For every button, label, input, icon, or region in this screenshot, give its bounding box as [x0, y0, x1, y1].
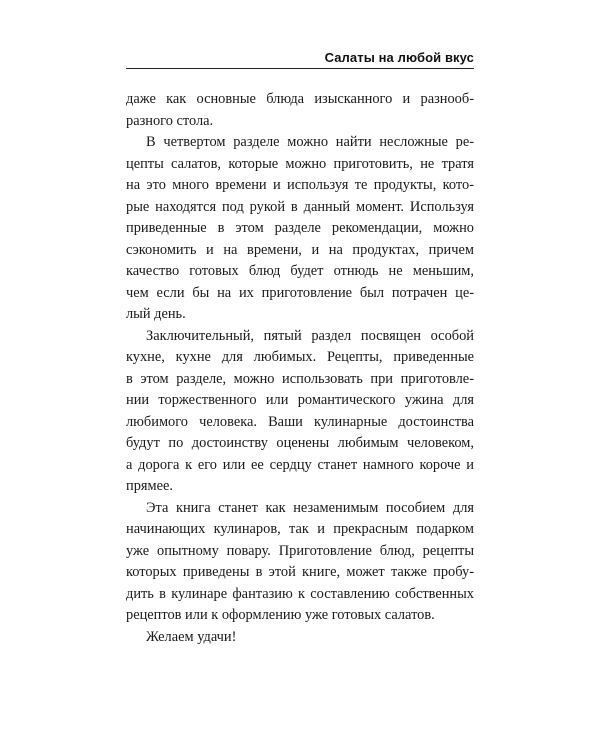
text-line: прямее.: [126, 478, 173, 494]
text-line: а дорога к его или ее сердцу станет намного короче и: [126, 456, 474, 473]
text-line: приведенные в этом разделе рекомендации, можно: [126, 220, 474, 236]
body-text: [126, 89, 474, 648]
text-line: на это много времени и используя те продукты, кото-: [126, 177, 474, 193]
text-line: В четвертом разделе можно найти несложные ре-: [146, 134, 474, 150]
text-line: нии торжественного или романтического ужина для: [126, 392, 474, 408]
text-line: которых приведены в этой книге, может также пробу-: [126, 564, 474, 580]
text-line: уже опытному повару. Приготовление блюд, рецепты: [126, 542, 474, 559]
text-line: Эта книга станет как незаменимым пособием для: [146, 499, 474, 516]
text-line: сэкономить и на времени, и на продуктах, причем: [126, 241, 474, 258]
text-line: цепты салатов, которые можно приготовить, не тратя: [126, 155, 474, 172]
header-rule: [126, 68, 474, 69]
text-line: чем если бы на их приготовление был потрачен це-: [126, 284, 474, 301]
text-line: даже как основные блюда изысканного и разнооб-: [126, 91, 474, 107]
running-header: [126, 50, 474, 68]
text-line: начинающих кулинаров, так и прекрасным подарком: [126, 521, 474, 537]
text-line: будут по достоинству оценены любимым человеком,: [126, 435, 474, 451]
text-line: дить в кулинаре фантазию к составлению собственных: [126, 585, 474, 602]
text-line: Желаем удачи!: [146, 628, 237, 645]
text-line: разного стола.: [126, 112, 214, 129]
text-line: рецептов или к оформлению уже готовых салатов.: [126, 607, 435, 623]
text-line: качество готовых блюд будет отнюдь не меньшим,: [126, 263, 474, 279]
text-line: Заключительный, пятый раздел посвящен особой: [146, 327, 474, 344]
text-line: в этом разделе, можно использовать при приготовле-: [126, 370, 474, 387]
running-title: Салаты на любой вкус: [324, 50, 474, 65]
text-line: рые находятся под рукой в данный момент. Используя: [126, 198, 474, 215]
text-line: лый день.: [126, 306, 186, 322]
text-line: кухне, кухне для любимых. Рецепты, приведенные: [126, 349, 474, 365]
text-line: любимого человека. Ваши кулинарные достоинства: [126, 413, 474, 430]
